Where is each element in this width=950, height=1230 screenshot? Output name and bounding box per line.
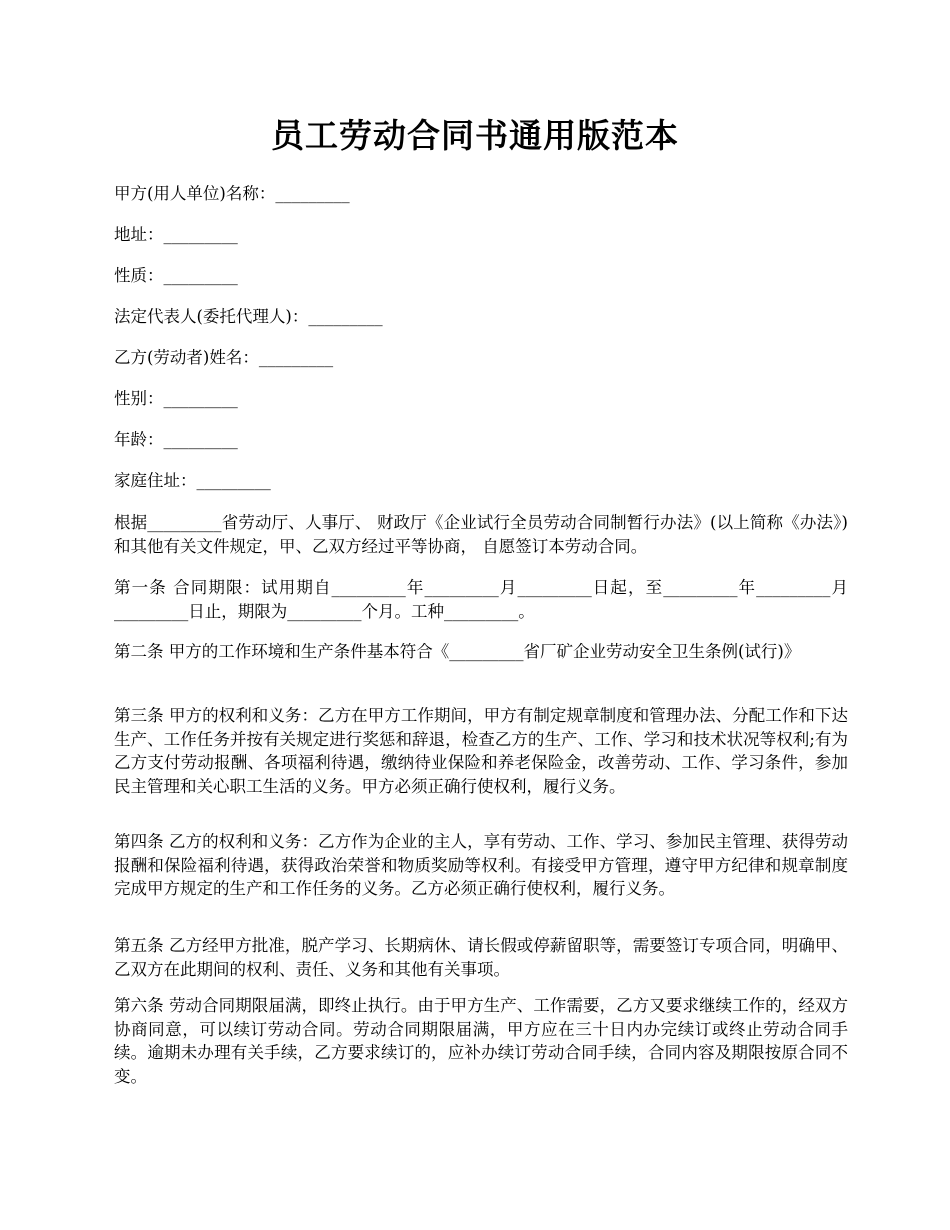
document-title: 员工劳动合同书通用版范本: [271, 116, 679, 155]
field-age: 年龄：_________: [114, 430, 238, 449]
field-employer-name: 甲方(用人单位)名称：_________: [114, 184, 350, 203]
paragraph-article-3: 第三条 甲方的权利和义务：乙方在甲方工作期间，甲方有制定规章制度和管理办法、分配工作和下达生产、工作任务并按有关规定进行奖惩和辞退，检查乙方的生产、工作、学习和技术状况等权利;有为乙方支付劳动报酬、各项福利待遇，缴纳待业保险和养老保险金，改善劳动、工作、学习条件，参加民主管理和关心职工生活的义务。甲方必须正确行使权利，履行义务。: [114, 706, 848, 796]
field-gender: 性别：_________: [114, 389, 238, 408]
field-home-address: 家庭住址：_________: [114, 471, 271, 490]
field-address: 地址：_________: [114, 225, 238, 244]
paragraph-basis: 根据_________省劳动厅、人事厅、 财政厅《企业试行全员劳动合同制暂行办法》(以上简称《办法》)和其他有关文件规定，甲、乙双方经过平等协商， 自愿签订本劳动合同。: [114, 513, 848, 556]
paragraph-article-4: 第四条 乙方的权利和义务：乙方作为企业的主人，享有劳动、工作、学习、参加民主管理、获得劳动报酬和保险福利待遇，获得政治荣誉和物质奖励等权利。有接受甲方管理，遵守甲方纪律和规章制度完成甲方规定的生产和工作任务的义务。乙方必须正确行使权利，履行义务。: [114, 832, 848, 898]
paragraph-article-2: 第二条 甲方的工作环境和生产条件基本符合《_________省厂矿企业劳动安全卫生条例(试行)》: [114, 642, 801, 661]
paragraph-article-6: 第六条 劳动合同期限届满，即终止执行。由于甲方生产、工作需要，乙方又要求继续工作的，经双方协商同意，可以续订劳动合同。劳动合同期限届满，甲方应在三十日内办完续订或终止劳动合同手续。逾期未办理有关手续，乙方要求续订的，应补办续订劳动合同手续，合同内容及期限按原合同不变。: [114, 996, 848, 1086]
field-nature: 性质：_________: [114, 266, 238, 285]
field-employee-name: 乙方(劳动者)姓名：_________: [114, 348, 334, 367]
field-legal-representative: 法定代表人(委托代理人)：_________: [114, 307, 383, 326]
paragraph-article-5: 第五条 乙方经甲方批准，脱产学习、长期病休、请长假或停薪留职等，需要签订专项合同，明确甲、乙双方在此期间的权利、责任、义务和其他有关事项。: [114, 936, 848, 979]
paragraph-article-1: 第一条 合同期限：试用期自_________年_________月_________日起，至_________年_________月_________日止，期限为_________个月。工种_________。: [114, 578, 848, 621]
